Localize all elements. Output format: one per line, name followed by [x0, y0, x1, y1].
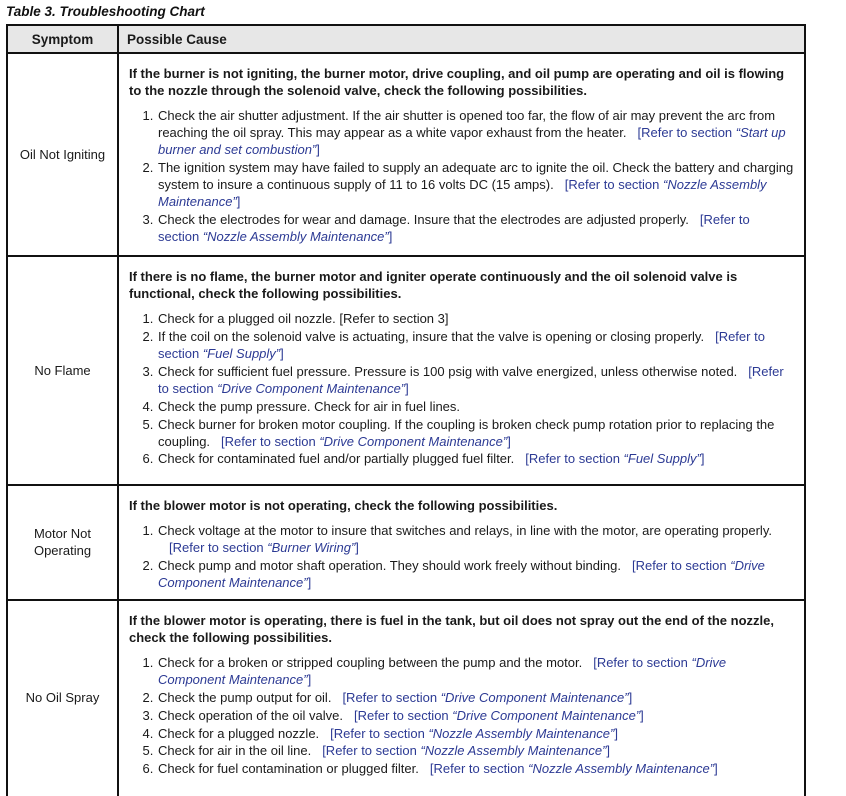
reference-suffix: ] — [714, 761, 718, 777]
reference-section-name: “Drive Component Maintenance” — [217, 380, 406, 396]
table-row — [7, 485, 805, 600]
section-reference-link[interactable] — [525, 451, 704, 466]
cause-item-text: Check voltage at the motor to insure that switches and relays, in line with the motor, are operating properly. — [158, 523, 772, 539]
reference-suffix: ] — [614, 725, 618, 741]
reference-section-name: “Nozzle Assembly Maintenance” — [158, 176, 767, 209]
cause-item-text: Check the air shutter adjustment. If the air shutter is opened too far, the flow of air may prevent the arc from reaching the oil spray. This may appear as a white vapor exhaust from the heater. — [158, 108, 776, 141]
cause-item — [157, 761, 794, 778]
reference-suffix: ] — [388, 228, 393, 244]
reference-suffix: ] — [307, 574, 312, 590]
reference-prefix: [Refer to section — [593, 655, 692, 671]
reference-suffix: ] — [405, 380, 409, 396]
reference-section-name: “Fuel Supply” — [623, 451, 701, 467]
cause-cell — [118, 600, 805, 796]
cause-item-text: If the coil on the solenoid valve is actuating, insure that the valve is opening or closing properly. — [158, 329, 705, 345]
reference-prefix: [Refer to section — [429, 761, 529, 777]
symptom-label: No Oil Spray — [25, 690, 100, 706]
reference-prefix: [Refer to section — [564, 176, 664, 192]
cause-item — [157, 743, 794, 760]
reference-section-name: “Drive Component Maintenance” — [319, 433, 508, 449]
reference-section-name: “Nozzle Assembly Maintenance” — [428, 725, 615, 741]
cause-item-text: The ignition system may have failed to supply an adequate arc to ignite the oil. Check the battery and charging system to insure a continuous supply of 11 to 16 volts DC (15 amps). — [158, 159, 794, 192]
cause-item-text: Check the pump pressure. Check for air in fuel lines. — [158, 398, 461, 414]
reference-suffix: ] — [606, 743, 611, 759]
reference-prefix: [Refer to section — [631, 557, 731, 573]
reference-suffix: ] — [700, 451, 705, 467]
cause-item — [157, 558, 794, 592]
cause-item — [157, 311, 794, 328]
cause-list — [129, 655, 794, 778]
header-possible-cause: Possible Cause — [118, 25, 805, 53]
reference-suffix: ] — [280, 346, 284, 362]
cause-item — [157, 523, 794, 557]
cause-lead: If the blower motor is not operating, check the following possibilities. — [129, 498, 558, 513]
reference-prefix: [Refer to section — [525, 451, 624, 467]
cause-item-text: Check burner for broken motor coupling. If the coupling is broken check pump rotation prior to replacing the coupling. — [158, 416, 775, 449]
cause-item-text: Check for a plugged nozzle. — [158, 725, 320, 741]
symptom-cell — [7, 485, 118, 600]
cause-list — [129, 108, 794, 245]
cause-item-text: Check pump and motor shaft operation. They should work freely without binding. — [158, 557, 621, 573]
reference-prefix: [Refer to section — [637, 125, 736, 141]
cause-item-text: Check operation of the oil valve. — [158, 707, 343, 723]
symptom-cell — [7, 256, 118, 485]
reference-suffix: ] — [507, 433, 511, 449]
table-header — [7, 25, 805, 53]
cause-item — [157, 726, 794, 743]
cause-lead: If the blower motor is operating, there is fuel in the tank, but oil does not spray out the end of the nozzle, check the following possibilities. — [129, 612, 774, 645]
table-row — [7, 600, 805, 796]
cause-item — [157, 417, 794, 451]
reference-suffix: ] — [307, 671, 312, 687]
cause-item-text: Check for contaminated fuel and/or partially plugged fuel filter. — [158, 451, 515, 467]
cause-cell — [118, 53, 805, 256]
cause-item-text: Check the electrodes for wear and damage. Insure that the electrodes are adjusted properly. — [158, 211, 689, 227]
cause-item-text: Check for air in the oil line. — [158, 743, 312, 759]
table-body — [7, 53, 805, 796]
reference-prefix: [Refer to section — [342, 689, 441, 705]
symptom-label: Oil Not Igniting — [19, 146, 106, 162]
section-reference-link[interactable] — [354, 708, 644, 723]
table-title: Table 3. Troubleshooting Chart — [6, 4, 205, 19]
reference-suffix: ] — [628, 689, 633, 705]
symptom-label: No Flame — [34, 362, 91, 378]
reference-section-name: “Drive Component Maintenance” — [158, 557, 765, 590]
cause-item — [157, 160, 794, 211]
cause-lead: If there is no flame, the burner motor and igniter operate continuously and the oil solenoid valve is functional, check the following possibilities. — [129, 269, 738, 302]
cause-list — [129, 523, 794, 592]
symptom-label: Motor Not Operating — [33, 525, 92, 559]
reference-prefix: [Refer to section — [158, 363, 784, 396]
reference-prefix: [Refer to section — [322, 743, 421, 759]
reference-prefix: [Refer to section — [158, 211, 750, 244]
cause-item-text: Check for fuel contamination or plugged filter. — [158, 761, 419, 777]
reference-section-name: “Nozzle Assembly Maintenance” — [420, 743, 607, 759]
cause-item — [157, 399, 794, 416]
cause-cell — [118, 256, 805, 485]
reference-section-name: “Drive Component Maintenance” — [440, 689, 629, 705]
reference-section-name: “Drive Component Maintenance” — [158, 655, 727, 687]
symptom-cell — [7, 600, 118, 796]
cause-item-text: Check for a broken or stripped coupling between the pump and the motor. — [158, 655, 583, 671]
reference-section-name: “Start up burner and set combustion” — [158, 125, 786, 158]
table-row — [7, 256, 805, 485]
reference-prefix: [Refer to section — [158, 329, 765, 362]
reference-suffix: ] — [316, 142, 320, 158]
reference-section-name: “Drive Component Maintenance” — [452, 707, 641, 723]
reference-prefix: [Refer to section — [221, 433, 320, 449]
cause-list — [129, 311, 794, 468]
cause-item — [157, 655, 794, 689]
section-reference-link[interactable] — [430, 761, 718, 776]
header-symptom: Symptom — [7, 25, 118, 53]
cause-item-text: Check the pump output for oil. — [158, 689, 332, 705]
cause-item-text: Check for a plugged oil nozzle. [Refer to section 3] — [158, 311, 449, 327]
cause-item — [157, 212, 794, 246]
reference-section-name: “Fuel Supply” — [202, 346, 281, 362]
cause-cell — [118, 485, 805, 600]
cause-item — [157, 364, 794, 398]
troubleshooting-table — [6, 24, 806, 796]
cause-item — [157, 329, 794, 363]
section-reference-link[interactable] — [342, 690, 632, 705]
section-reference-link[interactable] — [169, 540, 359, 555]
header-row — [7, 25, 805, 53]
reference-prefix: [Refer to section — [354, 707, 453, 723]
reference-prefix: [Refer to section — [169, 540, 268, 556]
cause-item — [157, 108, 794, 159]
cause-item — [157, 451, 794, 468]
reference-suffix: ] — [640, 707, 644, 723]
cause-item-text: Check for sufficient fuel pressure. Pressure is 100 psig with valve energized, unless otherwise noted. — [158, 363, 738, 379]
cause-lead: If the burner is not igniting, the burner motor, drive coupling, and oil pump are operating and oil is flowing to the nozzle through the solenoid valve, check the following possibilities. — [129, 66, 785, 99]
reference-section-name: “Burner Wiring” — [267, 540, 356, 556]
reference-section-name: “Nozzle Assembly Maintenance” — [202, 228, 389, 244]
section-reference-link[interactable] — [330, 726, 618, 741]
reference-prefix: [Refer to section — [330, 725, 429, 741]
reference-suffix: ] — [355, 540, 359, 556]
table-row — [7, 53, 805, 256]
cause-item — [157, 690, 794, 707]
cause-item — [157, 708, 794, 725]
section-reference-link[interactable] — [221, 434, 511, 449]
reference-suffix: ] — [236, 193, 241, 209]
symptom-cell — [7, 53, 118, 256]
reference-section-name: “Nozzle Assembly Maintenance” — [528, 761, 715, 777]
section-reference-link[interactable] — [322, 743, 610, 758]
